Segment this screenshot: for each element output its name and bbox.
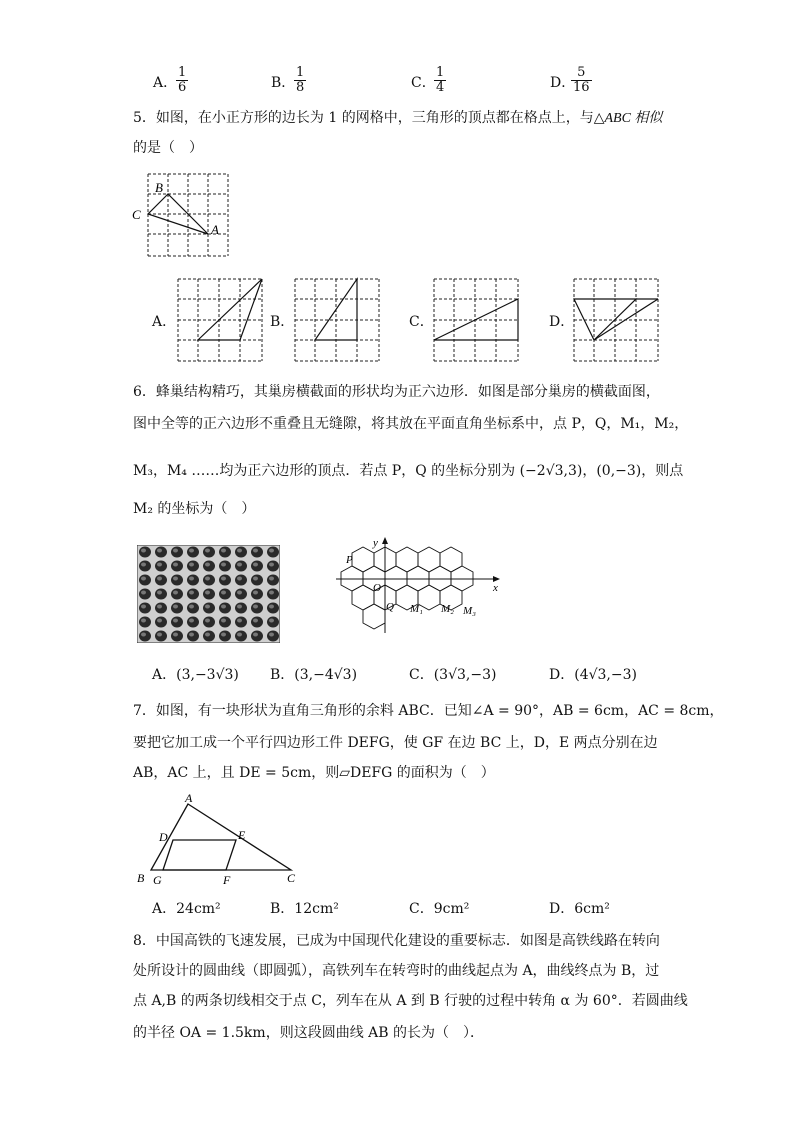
q5-option-a-label: A． — [152, 314, 177, 330]
triangle-abc — [151, 804, 291, 870]
q5-option-a-grid — [176, 277, 266, 363]
label-e: E — [238, 828, 246, 842]
q7-triangle-figure — [133, 792, 303, 888]
label-y: y — [373, 537, 378, 549]
label-b: B — [137, 871, 145, 885]
q7-stem-line1: 7．如图，有一块形状为直角三角形的余料 ABC．已知∠A = 90°，AB = 6cm，AC = 8cm， — [133, 703, 724, 719]
q4-option-d-label: D． — [550, 75, 576, 91]
label-m1: M₁ — [410, 603, 423, 615]
label-x: x — [493, 582, 498, 594]
q6-hex-coordinate-figure — [330, 535, 510, 635]
label-b: B — [155, 180, 163, 195]
label-c: C — [132, 207, 141, 222]
label-a: A — [185, 792, 193, 805]
q4-option-a-label: A． — [153, 75, 178, 91]
q5-option-c-grid — [432, 277, 522, 363]
q5-option-d-grid — [572, 277, 662, 363]
q5-option-b-label: B． — [270, 314, 295, 330]
q6-option-a: A．(3,−3√3) — [152, 667, 239, 683]
label-g: G — [153, 873, 162, 887]
label-m3: M₃ — [463, 605, 476, 617]
q4-option-c-fraction: $\frac{1}{4}$ — [436, 65, 445, 95]
q7-option-d: D．6cm² — [549, 901, 610, 917]
option-a-triangle — [198, 279, 262, 340]
q6-stem-line4: M₂ 的坐标为（ ） — [133, 501, 256, 517]
q6-option-c: C．(3√3,−3) — [409, 667, 497, 683]
label-m2: M₂ — [441, 603, 454, 615]
q8-stem-line4: 的半径 OA = 1.5km，则这段圆曲线 AB 的长为（ ）． — [133, 1025, 484, 1041]
q5-option-b-grid — [293, 277, 383, 363]
q4-option-a-fraction: $\frac{1}{6}$ — [178, 65, 187, 95]
q6-stem-line3: M₃，M₄ ……均为正六边形的顶点．若点 P，Q 的坐标分别为 (−2√3,3)，(0,−3)，则点 — [133, 463, 684, 479]
q5-main-grid-figure — [128, 170, 238, 262]
q4-option-d-fraction: $\frac{5}{16}$ — [573, 65, 590, 95]
q7-option-c: C．9cm² — [409, 901, 470, 917]
q4-option-b-fraction: $\frac{1}{8}$ — [296, 65, 305, 95]
q5-option-d-label: D． — [549, 314, 575, 330]
label-d: D — [159, 830, 168, 844]
q5-stem-line1: 5．如图，在小正方形的边长为 1 的网格中，三角形的顶点都在格点上，与△ABC 相似 — [133, 110, 663, 126]
q4-option-b-label: B． — [271, 75, 296, 91]
parallelogram-defg — [163, 840, 236, 870]
label-a: A — [211, 222, 219, 237]
q5-stem-line2: 的是（ ） — [133, 140, 203, 156]
q8-stem-line2: 处所设计的圆曲线（即圆弧），高铁列车在转弯时的曲线起点为 A，曲线终点为 B，过 — [133, 963, 660, 979]
q4-option-c-label: C． — [411, 75, 436, 91]
label-f: F — [223, 873, 231, 887]
q6-stem-line1: 6．蜂巢结构精巧，其巢房横截面的形状均为正六边形．如图是部分巢房的横截面图， — [133, 384, 660, 400]
q5-option-c-label: C． — [409, 314, 434, 330]
q6-stem-line2: 图中全等的正六边形不重叠且无缝隙，将其放在平面直角坐标系中，点 P，Q，M₁，M₂， — [133, 416, 689, 432]
q7-stem-line2: 要把它加工成一个平行四边形工件 DEFG，使 GF 在边 BC 上，D，E 两点分别在边 — [133, 735, 658, 751]
label-p: P — [346, 554, 353, 566]
label-c: C — [287, 871, 296, 885]
q7-stem-line3: AB，AC 上，且 DE = 5cm，则▱DEFG 的面积为（ ） — [133, 765, 495, 781]
label-o: O — [373, 582, 381, 594]
q6-option-b: B．(3,−4√3) — [270, 667, 358, 683]
honeycomb-photo — [137, 545, 280, 643]
q8-stem-line3: 点 A,B 的两条切线相交于点 C，列车在从 A 到 B 行驶的过程中转角 α 为 60°．若圆曲线 — [133, 993, 688, 1009]
label-q: Q — [386, 601, 394, 613]
q8-stem-line1: 8．中国高铁的飞速发展，已成为中国现代化建设的重要标志．如图是高铁线路在转向 — [133, 933, 660, 949]
q7-option-b: B．12cm² — [270, 901, 339, 917]
q7-option-a: A．24cm² — [152, 901, 221, 917]
q6-option-d: D．(4√3,−3) — [549, 667, 637, 683]
